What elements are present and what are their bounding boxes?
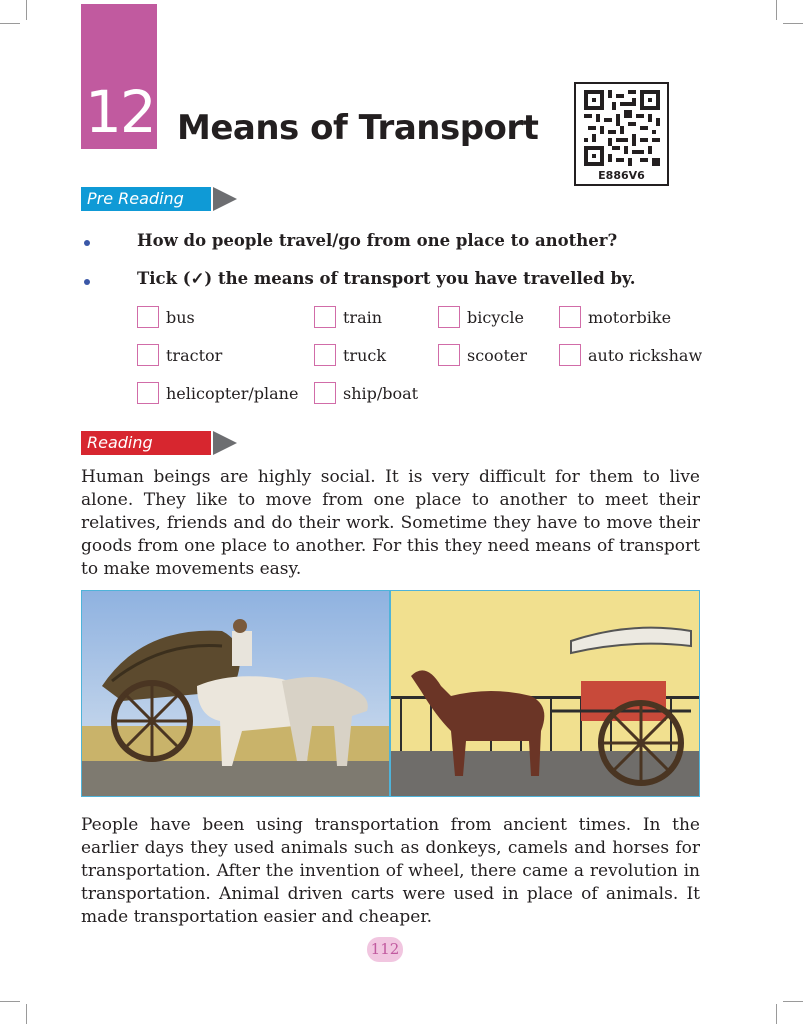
crop-mark <box>783 1001 803 1002</box>
crop-mark <box>783 23 803 24</box>
checkbox[interactable] <box>137 344 159 366</box>
checkbox[interactable] <box>438 344 460 366</box>
checkbox[interactable] <box>137 382 159 404</box>
question-text: How do people travel/go from one place to another? <box>137 231 618 250</box>
qr-code[interactable] <box>574 82 669 186</box>
option-label: motorbike <box>588 307 672 327</box>
reading-label-text: Reading <box>87 433 153 452</box>
chapter-number: 12 <box>85 78 155 146</box>
option-bicycle[interactable] <box>438 306 524 328</box>
horse-cart-photo <box>390 590 700 797</box>
checkbox[interactable] <box>438 306 460 328</box>
option-label: auto rickshaw <box>588 345 703 365</box>
bullet-icon <box>84 279 90 285</box>
option-helicopter-plane[interactable] <box>137 382 298 404</box>
crop-mark <box>0 1001 20 1002</box>
reading-paragraph-2: People have been using transportation from ancient times. In the earlier days they used animals such as donkeys, camels and horses for transportation. After the invention of wheel, there came a revolution in transportation. Animal driven carts were used in place of animals. It made transportation easier and cheaper. <box>81 815 700 927</box>
checkbox[interactable] <box>559 306 581 328</box>
bullet-icon <box>84 240 90 246</box>
option-bus[interactable] <box>137 306 195 328</box>
bullock-cart-photo <box>81 590 390 797</box>
chapter-title: Means of Transport <box>177 108 539 148</box>
pre-reading-label-text: Pre Reading <box>87 189 184 208</box>
option-label: truck <box>343 345 387 365</box>
option-label: train <box>343 307 383 327</box>
pre-reading-arrow-icon <box>213 187 237 211</box>
option-label: tractor <box>166 345 223 365</box>
option-scooter[interactable] <box>438 344 527 366</box>
option-label: scooter <box>467 345 527 365</box>
option-label: bicycle <box>467 307 524 327</box>
option-ship-boat[interactable] <box>314 382 418 404</box>
crop-mark <box>0 23 20 24</box>
crop-mark <box>776 0 777 20</box>
crop-mark <box>26 0 27 20</box>
option-tractor[interactable] <box>137 344 222 366</box>
question-text: Tick (✓) the means of transport you have travelled by. <box>137 269 636 288</box>
chapter-number-block <box>81 4 157 149</box>
crop-mark <box>776 1004 777 1024</box>
page-number: 112 <box>367 937 403 962</box>
reading-label <box>81 431 211 455</box>
qr-code-label: E886V6 <box>598 169 645 182</box>
option-label: bus <box>166 307 195 327</box>
checkbox[interactable] <box>314 306 336 328</box>
checkbox[interactable] <box>314 344 336 366</box>
checkbox[interactable] <box>559 344 581 366</box>
option-train[interactable] <box>314 306 382 328</box>
option-label: helicopter/plane <box>166 383 299 403</box>
option-truck[interactable] <box>314 344 386 366</box>
option-auto-rickshaw[interactable] <box>559 344 702 366</box>
option-label: ship/boat <box>343 383 419 403</box>
reading-paragraph-1: Human beings are highly social. It is very difficult for them to live alone. They like to move from one place to another to meet their relatives, friends and do their work. Sometime they have to move their goods from one place to another. For this they need means of transport to make movements easy. <box>81 467 700 579</box>
reading-arrow-icon <box>213 431 237 455</box>
option-motorbike[interactable] <box>559 306 671 328</box>
pre-reading-label <box>81 187 211 211</box>
crop-mark <box>26 1004 27 1024</box>
qr-code-icon <box>584 89 660 167</box>
checkbox[interactable] <box>314 382 336 404</box>
checkbox[interactable] <box>137 306 159 328</box>
